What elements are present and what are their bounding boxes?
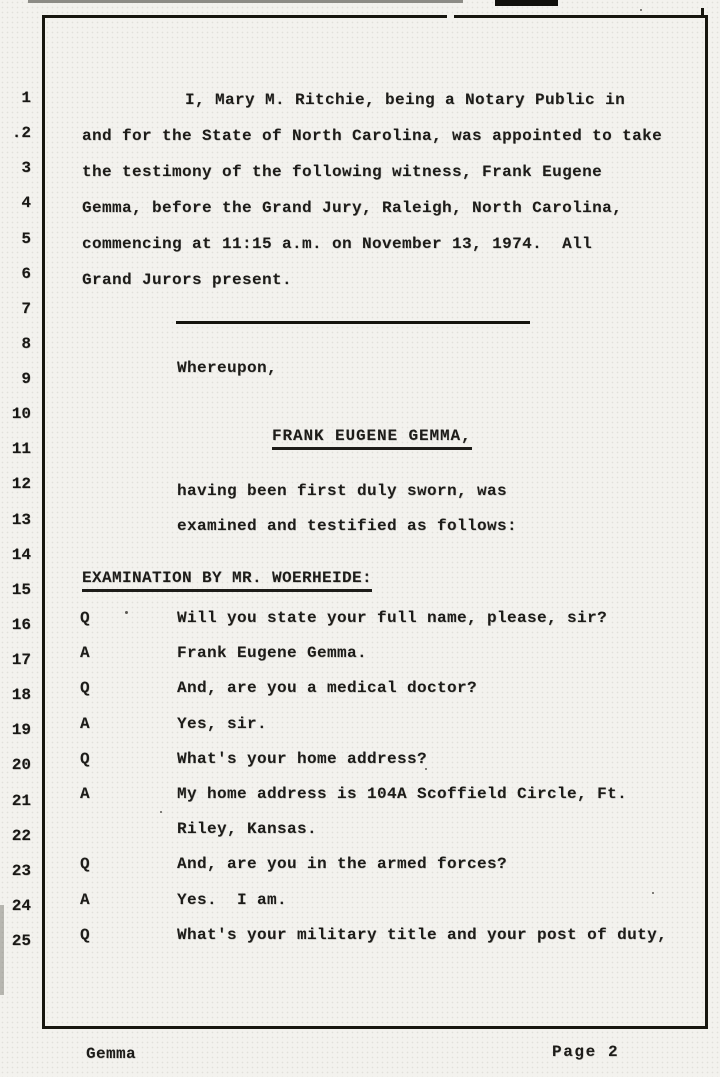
examination-heading: EXAMINATION BY MR. WOERHEIDE: xyxy=(82,570,372,592)
line-number: 18 xyxy=(11,686,31,704)
qa-speaker-letter: Q xyxy=(80,679,91,697)
line-number: 25 xyxy=(11,932,31,950)
preamble-line: I, Mary M. Ritchie, being a Notary Public in xyxy=(185,91,626,109)
line-number: 13 xyxy=(11,511,31,529)
line-number: .2 xyxy=(11,124,31,142)
qa-speaker-letter: Q xyxy=(80,750,91,768)
line-number: 19 xyxy=(11,721,31,739)
qa-text-line: What's your home address? xyxy=(177,750,428,768)
qa-speaker-letter: Q xyxy=(80,609,91,627)
line-number: 21 xyxy=(11,792,31,810)
qa-text-line: What's your military title and your post of duty, xyxy=(177,926,668,944)
line-number: 6 xyxy=(21,265,31,283)
ink-speck xyxy=(652,892,654,894)
qa-text-line: And, are you in the armed forces? xyxy=(177,855,508,873)
line-number: 11 xyxy=(11,440,31,458)
preamble-line: commencing at 11:15 a.m. on November 13, 1974. All xyxy=(82,235,593,253)
qa-speaker-letter: A xyxy=(80,785,91,803)
line-number: 7 xyxy=(21,300,31,318)
scan-artifact-top-black-bar xyxy=(495,0,558,6)
preamble-line: Gemma, before the Grand Jury, Raleigh, North Carolina, xyxy=(82,199,623,217)
line-number: 12 xyxy=(11,475,31,493)
qa-speaker-letter: A xyxy=(80,891,91,909)
qa-text-line: Riley, Kansas. xyxy=(177,820,318,838)
qa-speaker-letter: A xyxy=(80,715,91,733)
sworn-line-1: having been first duly sworn, was xyxy=(177,482,508,500)
line-number: 5 xyxy=(21,230,31,248)
qa-speaker-letter: Q xyxy=(80,855,91,873)
scan-artifact-top-gray-bar xyxy=(28,0,463,3)
line-number: 22 xyxy=(11,827,31,845)
top-right-corner-tick xyxy=(701,8,704,18)
line-number: 8 xyxy=(21,335,31,353)
line-number: 14 xyxy=(11,546,31,564)
qa-text-line: Yes. I am. xyxy=(177,891,288,909)
line-number: 4 xyxy=(21,194,31,212)
scan-artifact-left-edge xyxy=(0,905,4,995)
qa-text-line: My home address is 104A Scoffield Circle, Ft. xyxy=(177,785,628,803)
ink-speck xyxy=(160,811,162,813)
witness-name-heading: FRANK EUGENE GEMMA, xyxy=(272,428,472,450)
line-number: 16 xyxy=(11,616,31,634)
whereupon-line: Whereupon, xyxy=(177,359,278,377)
footer-witness-name: Gemma xyxy=(86,1045,137,1063)
sworn-line-2: examined and testified as follows: xyxy=(177,517,518,535)
line-number: 20 xyxy=(11,756,31,774)
ink-speck xyxy=(640,9,642,11)
separator-rule xyxy=(176,321,530,324)
line-number: 1 xyxy=(21,89,31,107)
ink-speck xyxy=(125,611,128,614)
qa-speaker-letter: A xyxy=(80,644,91,662)
ink-speck xyxy=(425,768,427,770)
line-number: 15 xyxy=(11,581,31,599)
line-number: 9 xyxy=(21,370,31,388)
preamble-line: Grand Jurors present. xyxy=(82,271,293,289)
preamble-line: the testimony of the following witness, Frank Eugene xyxy=(82,163,603,181)
top-border-gap xyxy=(447,14,454,20)
qa-text-line: Yes, sir. xyxy=(177,715,268,733)
qa-text-line: Frank Eugene Gemma. xyxy=(177,644,368,662)
preamble-line: and for the State of North Carolina, was appointed to take xyxy=(82,127,663,145)
line-number: 10 xyxy=(11,405,31,423)
line-number: 23 xyxy=(11,862,31,880)
line-number: 24 xyxy=(11,897,31,915)
qa-speaker-letter: Q xyxy=(80,926,91,944)
qa-text-line: Will you state your full name, please, sir? xyxy=(177,609,608,627)
line-number: 3 xyxy=(21,159,31,177)
footer-page-number: Page 2 xyxy=(552,1043,620,1061)
qa-text-line: And, are you a medical doctor? xyxy=(177,679,478,697)
line-number: 17 xyxy=(11,651,31,669)
